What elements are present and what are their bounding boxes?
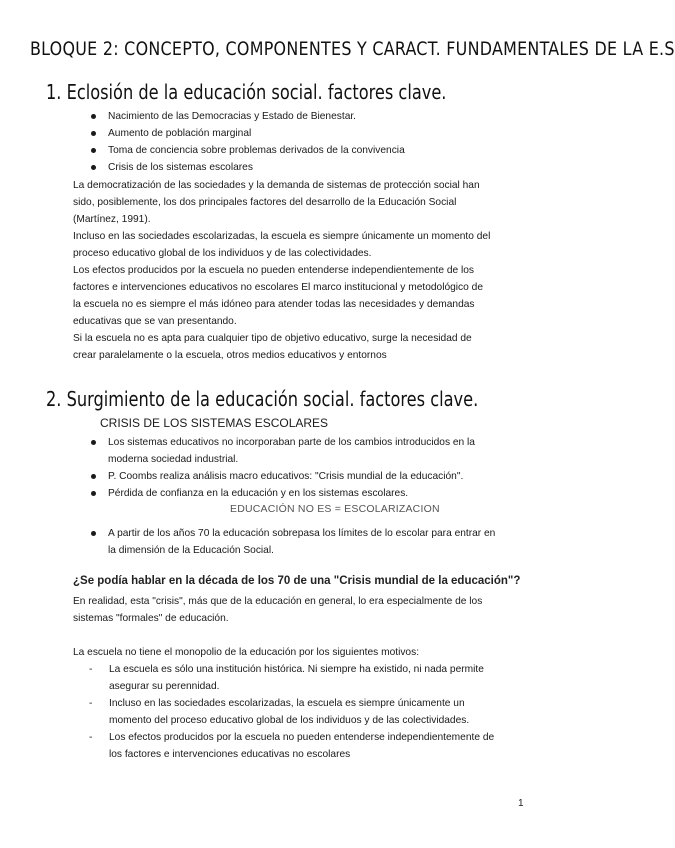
text-line: asegurar su perennidad. [109, 681, 220, 692]
list-item: Crisis de los sistemas escolares [88, 159, 528, 176]
page-number: 1 [518, 798, 524, 809]
list-item [73, 695, 533, 729]
text-line: Los efectos producidos por la escuela no pueden entenderse independientemente de los [73, 265, 474, 276]
section-1-heading: 1. Eclosión de la educación social. factores clave. [46, 80, 447, 104]
answer-paragraph [73, 593, 533, 627]
list-item [88, 434, 538, 468]
text-line: la escuela no es siempre el más idóneo para atender todas las necesidades y demandas [73, 299, 475, 310]
reasons-list [73, 661, 533, 763]
list-item [88, 525, 538, 559]
text-line: Los sistemas educativos no incorporaban parte de los cambios introducidos en la [108, 437, 475, 448]
page-title: BLOQUE 2: CONCEPTO, COMPONENTES Y CARACT. FUNDAMENTALES DE LA E.S [30, 38, 675, 60]
list-item: Nacimiento de las Democracias y Estado de Bienestar. [88, 108, 528, 125]
section-1-bullet-list [88, 108, 528, 176]
list-item: Aumento de población marginal [88, 125, 528, 142]
text-line: los factores e intervenciones educativas no escolares [109, 749, 351, 760]
list-item [88, 468, 538, 485]
text-line: educativas que se van presentando. [73, 316, 237, 327]
text-line: sistemas "formales" de educación. [73, 613, 229, 624]
text-line: Si la escuela no es apta para cualquier tipo de objetivo educativo, surge la necesidad de [73, 333, 472, 344]
section-2-bullet-list-b [88, 525, 538, 559]
text-line: La democratización de las sociedades y la demanda de sistemas de protección social han [73, 180, 480, 191]
reasons-intro: La escuela no tiene el monopolio de la educación por los siguientes motivos: [73, 647, 420, 658]
text-line: En realidad, esta "crisis", más que de la educación en general, lo era especialmente de los [73, 596, 483, 607]
text-line: proceso educativo global de los individuos y de las colectividades. [73, 248, 372, 259]
text-line: Incluso en las sociedades escolarizadas, la escuela es siempre únicamente un momento del [73, 231, 491, 242]
section-2-bullet-list-a [88, 434, 538, 502]
section-2-heading: 2. Surgimiento de la educación social. factores clave. [46, 387, 479, 411]
text-line: sido, posiblemente, los dos principales factores del desarrollo de la Educación Social [73, 197, 457, 208]
list-item [73, 729, 533, 763]
text-line: la dimensión de la Educación Social. [108, 545, 274, 556]
section-2-subheading: CRISIS DE LOS SISTEMAS ESCOLARES [100, 416, 329, 430]
text-line: (Martínez, 1991). [73, 214, 151, 225]
text-line: - Incluso en las sociedades escolarizadas, la escuela es siempre únicamente un [109, 698, 465, 709]
question-heading: ¿Se podía hablar en la década de los 70 de una "Crisis mundial de la educación"? [73, 575, 521, 587]
text-line: momento del proceso educativo global de los individuos y de las colectividades. [109, 715, 470, 726]
list-item [88, 485, 538, 502]
text-line: crear paralelamente o la escuela, otros medios educativos y entornos [73, 350, 387, 361]
highlight-note: EDUCACIÓN NO ES = ESCOLARIZACION [230, 503, 440, 515]
list-item: Toma de conciencia sobre problemas derivados de la convivencia [88, 142, 528, 159]
text-line: - Los efectos producidos por la escuela no pueden entenderse independientemente de [109, 732, 495, 743]
text-line: moderna sociedad industrial. [108, 454, 239, 465]
list-item [73, 661, 533, 695]
section-1-paragraph [73, 177, 533, 364]
text-line: - La escuela es sólo una institución histórica. Ni siempre ha existido, ni nada permite [109, 664, 484, 675]
text-line: Pérdida de confianza en la educación y en los sistemas escolares. [108, 488, 409, 499]
text-line: factores e intervenciones educativos no escolares El marco institucional y metodológico de [73, 282, 483, 293]
text-line: P. Coombs realiza análisis macro educativos: "Crisis mundial de la educación". [108, 471, 464, 482]
text-line: A partir de los años 70 la educación sobrepasa los límites de lo escolar para entrar en [108, 528, 496, 539]
